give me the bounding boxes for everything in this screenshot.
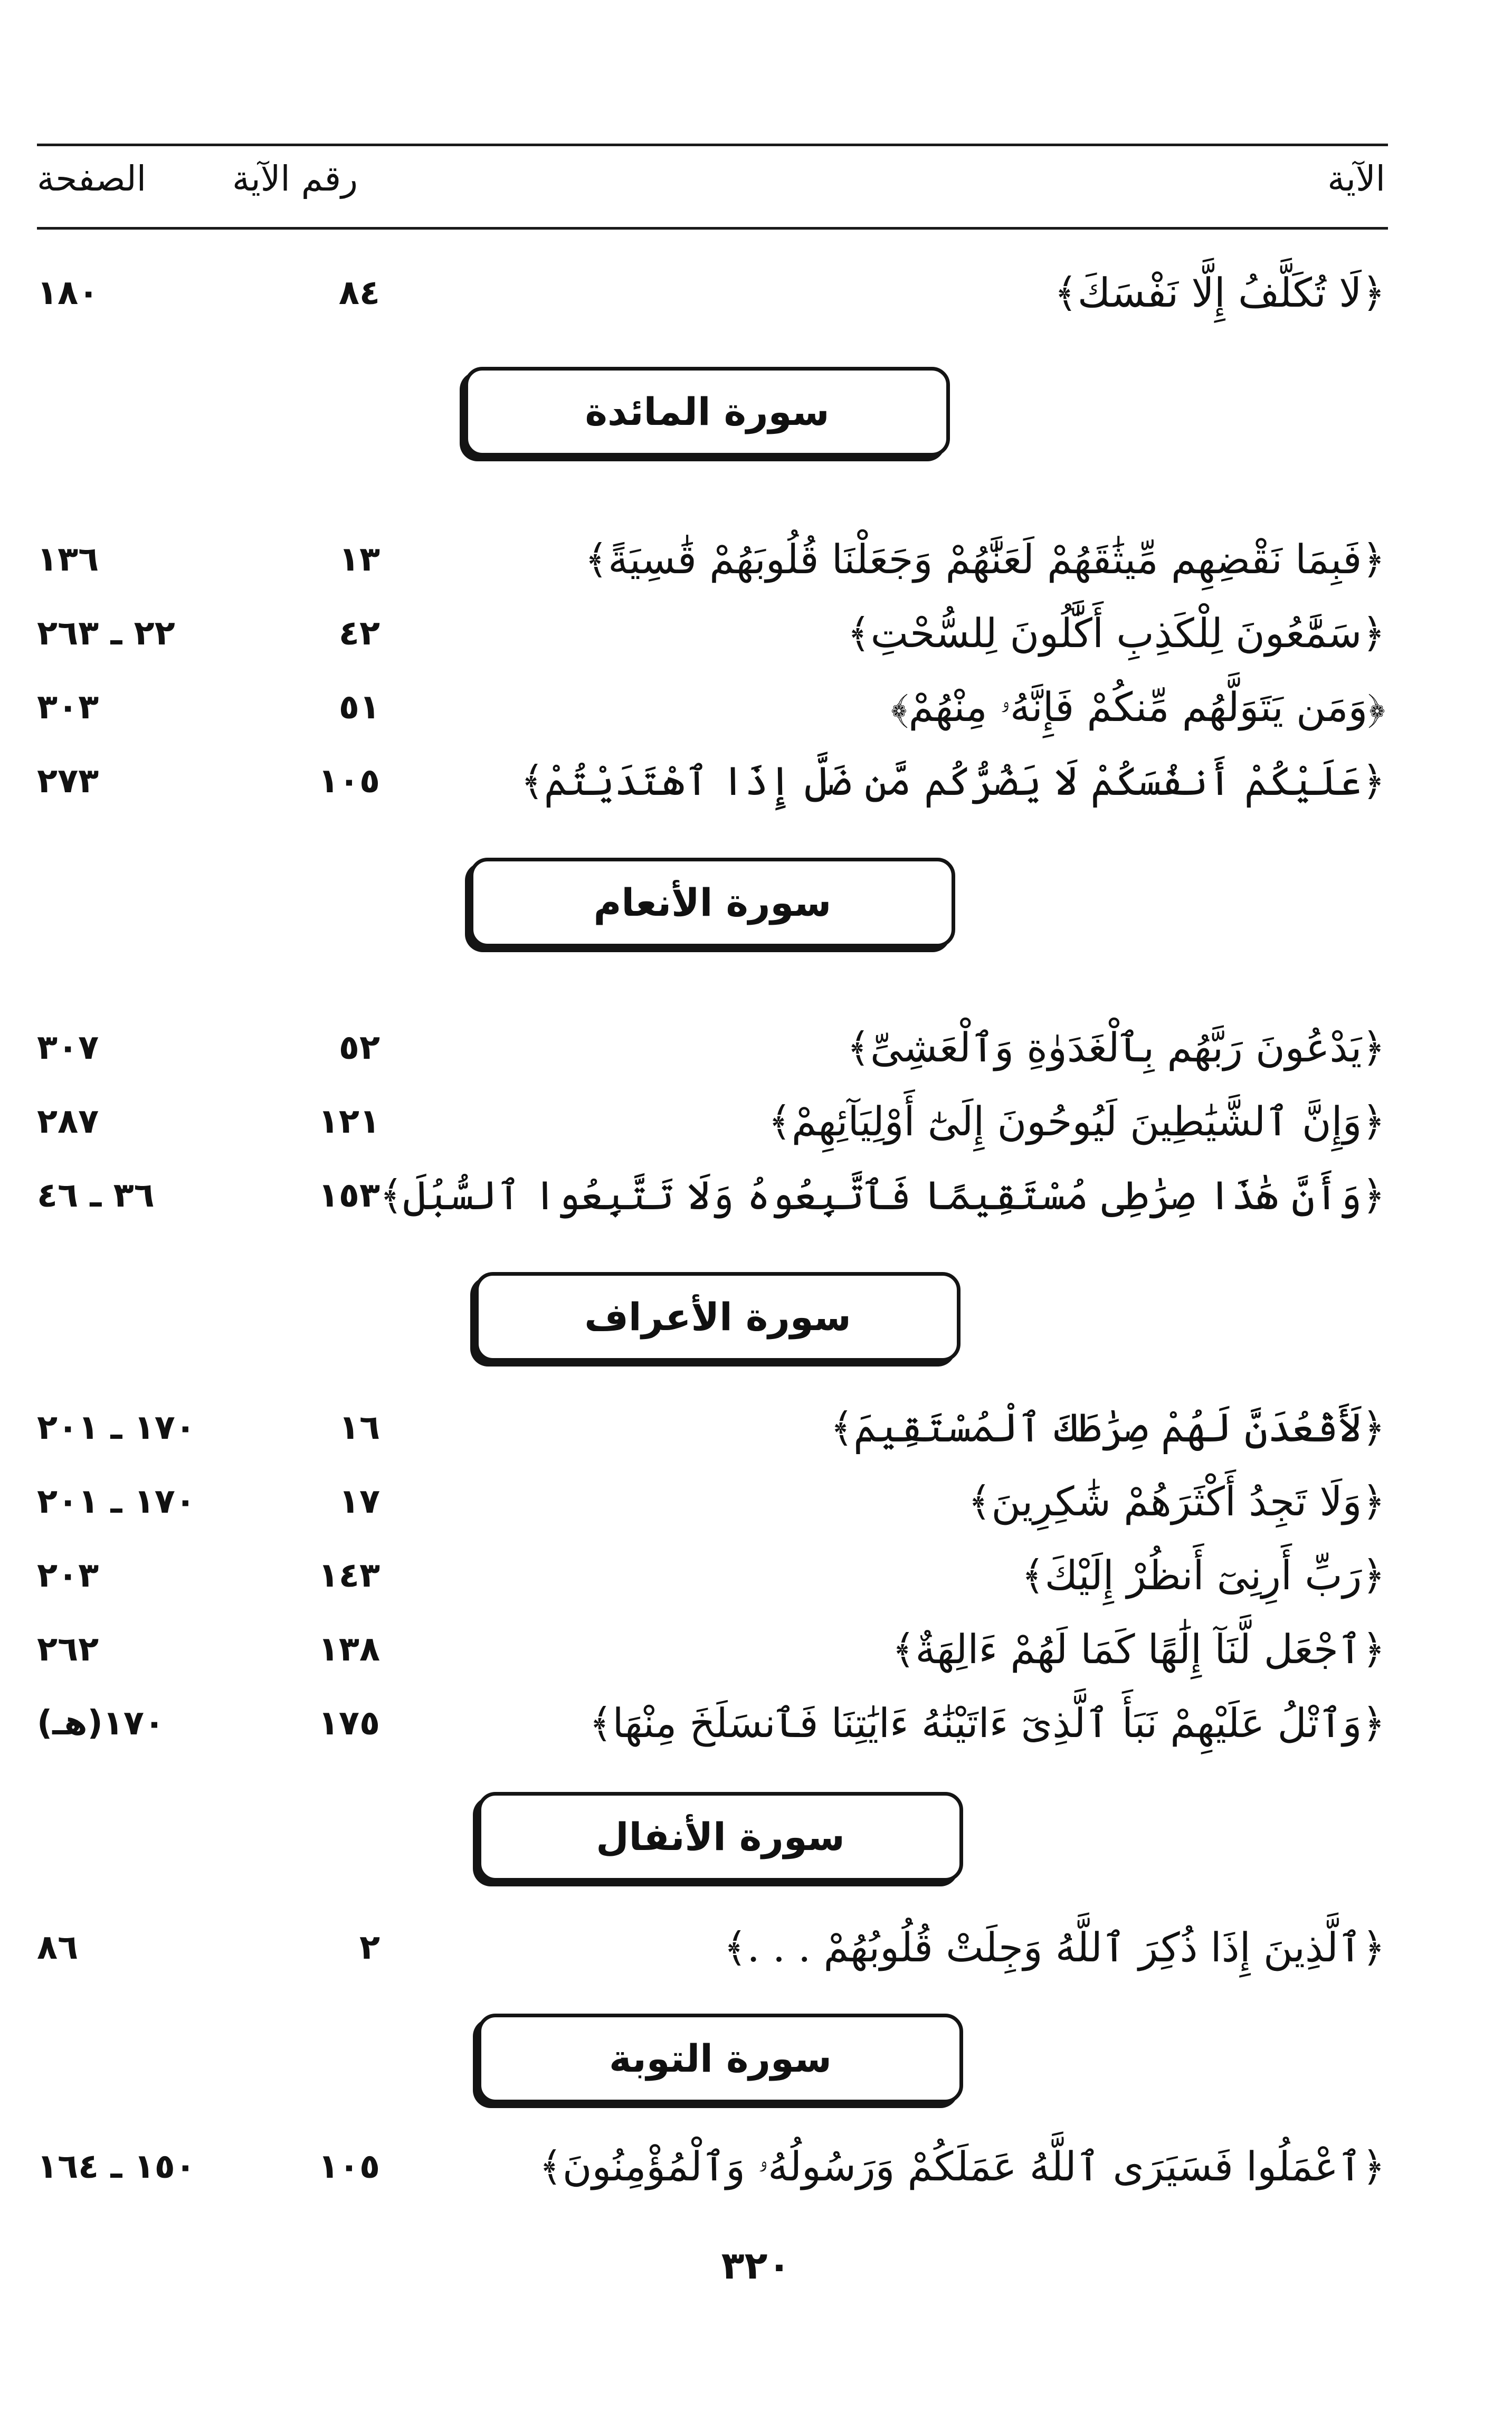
ayah-number: ٢ xyxy=(359,1928,380,1967)
ayah-number: ١٦ xyxy=(338,1408,380,1447)
verse-text: ﴿وَلَا تَجِدُ أَكْثَرَهُمْ شَٰكِرِينَ﴾ xyxy=(967,1478,1385,1525)
ayah-number: ١٢١ xyxy=(318,1102,380,1141)
page-reference: ٢٧٣ xyxy=(37,762,99,801)
page-reference: ٣٠٣ xyxy=(37,688,99,727)
table-row xyxy=(0,1082,1512,1161)
page-reference: ٢٠٣ xyxy=(37,1556,99,1595)
page-reference: ٢٦٢ xyxy=(37,1630,99,1669)
table-row xyxy=(0,594,1512,673)
surah-heading-al-anfal: سورة الأنفال xyxy=(478,1792,963,1882)
header-rule xyxy=(37,227,1388,230)
ayah-number: ٤٢ xyxy=(338,614,380,653)
page-number: ٣٢٠ xyxy=(721,2243,791,2288)
ayah-number: ١٤٣ xyxy=(318,1556,380,1595)
table-row xyxy=(0,1536,1512,1615)
page-reference: ٨٦ xyxy=(37,1928,79,1967)
ayah-number: ١٠٥ xyxy=(318,762,380,801)
verse-text: ﴿عَلَيْكُمْ أَنفُسَكُمْ لَا يَضُرُّكُم مَّن ضَلَّ إِذَا ٱهْتَدَيْتُمْ﴾ xyxy=(520,757,1385,804)
header-verse-label: الآية xyxy=(1327,158,1385,199)
page-reference: ١٧٠ ـ ٢٠١ xyxy=(37,1482,196,1521)
verse-text: ﴿يَدْعُونَ رَبَّهُم بِٱلْغَدَوٰةِ وَٱلْعَشِىِّ﴾ xyxy=(847,1024,1385,1071)
top-rule xyxy=(37,144,1388,146)
page-reference: ٣٠٧ xyxy=(37,1028,99,1067)
page-reference: ١٧٠(هـ) xyxy=(37,1704,165,1743)
surah-heading-al-anam: سورة الأنعام xyxy=(470,858,955,947)
surah-heading-at-tawbah: سورة التوبة xyxy=(478,2014,963,2103)
page-reference: ١٨٠ xyxy=(37,273,99,312)
verse-text: ﴿رَبِّ أَرِنِىٓ أَنظُرْ إِلَيْكَ﴾ xyxy=(1021,1552,1385,1599)
surah-heading-al-maidah: سورة المائدة xyxy=(464,367,950,457)
table-row xyxy=(0,520,1512,599)
ayah-number: ١٣ xyxy=(338,540,380,579)
header-page-label: الصفحة xyxy=(37,158,147,199)
table-row xyxy=(0,742,1512,821)
table-row xyxy=(0,1610,1512,1689)
ayah-number: ١٧٥ xyxy=(318,1704,380,1743)
ayah-number: ١٠٥ xyxy=(318,2147,380,2186)
table-row xyxy=(0,1462,1512,1541)
ayah-number: ٥٢ xyxy=(338,1028,380,1067)
verse-text: ﴿سَمَّٰعُونَ لِلْكَذِبِ أَكَّٰلُونَ لِلسُّحْتِ﴾ xyxy=(847,610,1385,657)
page-reference: ١٣٦ xyxy=(37,540,99,579)
verse-text: ﴿وَمَن يَتَوَلَّهُم مِّنكُمْ فَإِنَّهُۥ مِنْهُمْ﴾ xyxy=(890,684,1385,730)
surah-heading-al-araf: سورة الأعراف xyxy=(475,1272,961,1362)
page-reference: ٢٢ ـ ٢٦٣ xyxy=(37,614,175,653)
page-reference: ١٧٠ ـ ٢٠١ xyxy=(37,1408,196,1447)
table-row xyxy=(0,2127,1512,2206)
header-ayah-label: رقم الآية xyxy=(232,158,358,199)
ayah-number: ١٣٨ xyxy=(318,1630,380,1669)
ayah-number: ٥١ xyxy=(338,688,380,727)
ayah-number: ٨٤ xyxy=(338,273,380,312)
table-row xyxy=(0,668,1512,747)
page-reference: ٣٦ ـ ٤٦ xyxy=(37,1176,155,1215)
ayah-number: ١٥٣ xyxy=(318,1176,380,1215)
verse-text: ﴿وَٱتْلُ عَلَيْهِمْ نَبَأَ ٱلَّذِىٓ ءَاتَيْنَٰهُ ءَايَٰتِنَا فَٱنسَلَخَ مِنْهَا﴾ xyxy=(589,1700,1385,1747)
table-row xyxy=(0,1684,1512,1763)
verse-text: ﴿وَإِنَّ ٱلشَّيَٰطِينَ لَيُوحُونَ إِلَىٰٓ أَوْلِيَآئِهِمْ﴾ xyxy=(768,1098,1385,1145)
verse-text: ﴿وَأَنَّ هَٰذَا صِرَٰطِى مُسْتَقِيمًا فَٱتَّبِعُوهُ وَلَا تَتَّبِعُوا ٱلسُّبُلَ﴾ xyxy=(379,1172,1385,1219)
verse-text: ﴿لَأَقْعُدَنَّ لَهُمْ صِرَٰطَكَ ٱلْمُسْتَقِيمَ﴾ xyxy=(830,1404,1385,1451)
page-reference: ٢٨٧ xyxy=(37,1102,99,1141)
verse-text: ﴿ٱعْمَلُوا فَسَيَرَى ٱللَّهُ عَمَلَكُمْ وَرَسُولُهُۥ وَٱلْمُؤْمِنُونَ﴾ xyxy=(539,2143,1385,2190)
verse-text: ﴿لَا تُكَلَّفُ إِلَّا نَفْسَكَ﴾ xyxy=(1054,269,1385,316)
verse-text: ﴿ٱجْعَل لَّنَآ إِلَٰهًا كَمَا لَهُمْ ءَالِهَةٌ﴾ xyxy=(891,1626,1385,1673)
table-row xyxy=(0,253,1512,333)
table-row xyxy=(0,1908,1512,1987)
table-row xyxy=(0,1156,1512,1235)
table-row xyxy=(0,1008,1512,1087)
verse-text: ﴿ٱلَّذِينَ إِذَا ذُكِرَ ٱللَّهُ وَجِلَتْ قُلُوبُهُمْ . . .﴾ xyxy=(724,1924,1385,1971)
table-row xyxy=(0,1388,1512,1467)
verse-text: ﴿فَبِمَا نَقْضِهِم مِّيثَٰقَهُمْ لَعَنَّٰهُمْ وَجَعَلْنَا قُلُوبَهُمْ قَٰسِيَةً﴾ xyxy=(584,536,1385,583)
page-reference: ١٥٠ ـ ١٦٤ xyxy=(37,2147,196,2186)
ayah-number: ١٧ xyxy=(338,1482,380,1521)
